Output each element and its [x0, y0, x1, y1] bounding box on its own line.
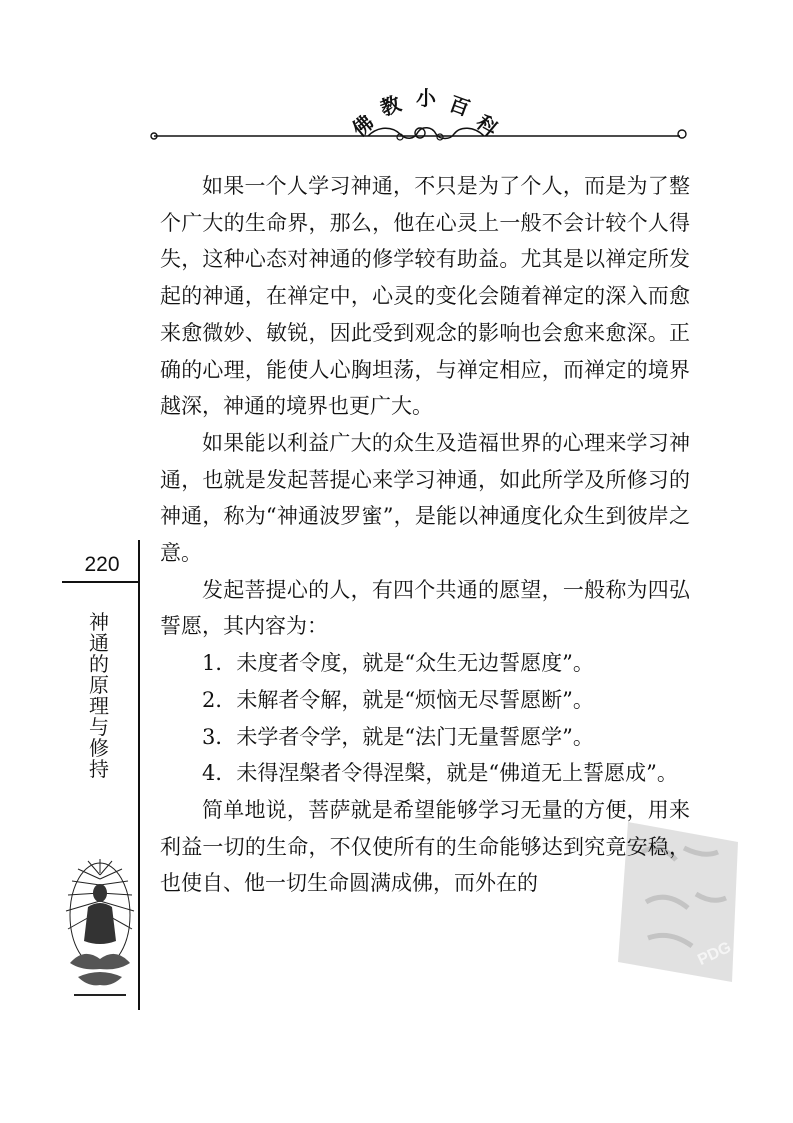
header-ornament [150, 122, 690, 148]
list-item: 1．未度者令度，就是“众生无边誓愿度”。 [202, 651, 594, 676]
list-item: 3．未学者令学，就是“法门无量誓愿学”。 [202, 724, 594, 749]
header-title-char: 科 [471, 110, 503, 142]
list-item: 4．未得涅槃者令得涅槃，就是“佛道无上誓愿成”。 [202, 761, 678, 786]
paragraph: 如果能以利益广大的众生及造福世界的心理来学习神通，也就是发起菩提心来学习神通，如此所学及所修习的神通，称为“神通波罗蜜”，是能以神通度化众生到彼岸之意。 [160, 430, 690, 566]
paragraph: 简单地说，菩萨就是希望能够学习无量的方便，用来利益一切的生命，不仅使所有的生命能够达到究竟安稳，也使自、他一切生命圆满成佛，而外在的 [160, 797, 690, 896]
page-number-rule [62, 581, 140, 583]
watermark-text: PDG [695, 938, 734, 970]
header-title-char: 小 [416, 86, 436, 110]
book-title: 神通的原理与修持 [89, 610, 109, 781]
header-title-char: 百 [445, 91, 473, 121]
header-title-char: 教 [377, 91, 405, 121]
paragraph: 发起菩提心的人，有四个共通的愿望，一般称为四弘誓愿，其内容为： [160, 577, 690, 639]
buddha-emblem-icon [60, 855, 140, 1005]
header-title [330, 70, 530, 142]
page-number: 220 [84, 553, 120, 576]
header-title-char: 佛 [347, 110, 379, 142]
list-item: 2．未解者令解，就是“烦恼无尽誓愿断”。 [202, 687, 594, 712]
body-text [160, 168, 690, 902]
paragraph: 如果一个人学习神通，不只是为了个人，而是为了整个广大的生命界，那么，他在心灵上一般不会计较个人得失，这种心态对神通的修学较有助益。尤其是以禅定所发起的神通，在禅定中，心灵的变化会随着禅定的深入而愈来愈微妙、敏锐，因此受到观念的影响也会愈来愈深。正确的心理，能使人心胸坦荡，与禅定相应，而禅定的境界越深，神通的境界也更广大。 [160, 174, 690, 419]
